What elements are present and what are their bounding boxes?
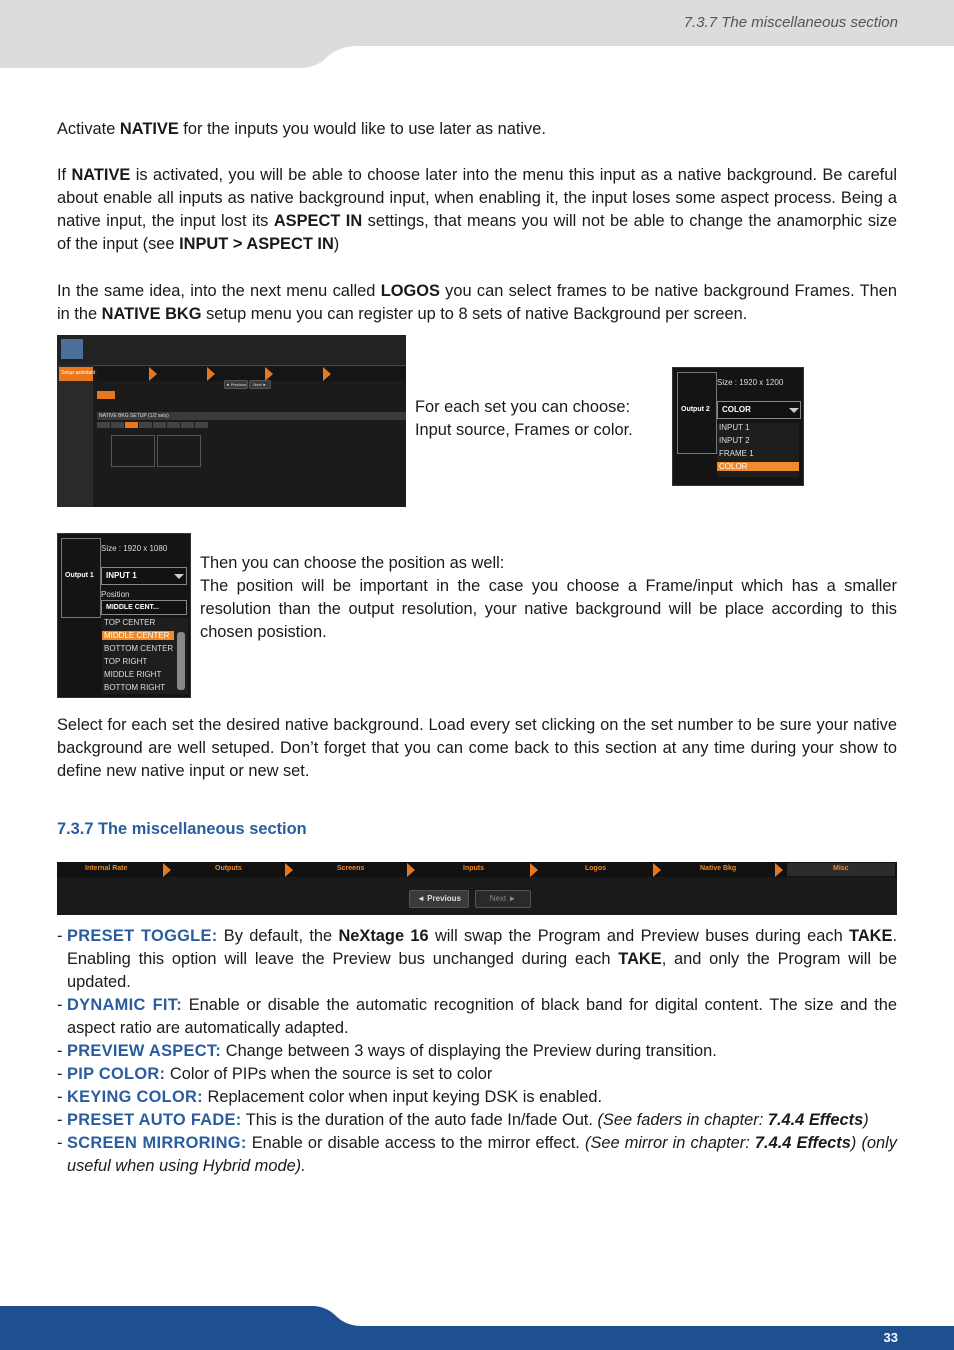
paragraph-logos: In the same idea, into the next menu called LOGOS you can select frames to be native background Frames. Then in the NATIVE BKG setup menu you can register up to 8 sets of native Background per screen. bbox=[57, 282, 897, 323]
chevron-right-icon bbox=[653, 863, 661, 877]
step-inputs[interactable]: Inputs bbox=[463, 865, 484, 872]
paragraph-native-info: If NATIVE is activated, you will be able to choose later into the menu this input as a native background. Be careful about enable all inputs as native background input, when enabling it, the input loses some aspect process. Being a native input, the input lost its ASPECT IN settings, that means you will not be able to change the anamorphic size of the input (see INPUT > ASPECT IN) bbox=[57, 166, 897, 253]
paragraph-position: Then you can choose the position as well: The position will be important in the case you choose a Frame/input which has a smaller resolution than the output resolution, your native background will be place according to this chosen posistion. bbox=[200, 554, 897, 641]
list-item: - PIP COLOR: Color of PIPs when the source is set to color bbox=[57, 1065, 493, 1083]
running-header: 7.3.7 The miscellaneous section bbox=[683, 14, 898, 31]
previous-button[interactable]: ◄ Previous bbox=[409, 890, 469, 908]
page-number: 33 bbox=[883, 1330, 898, 1345]
paragraph-activate-native: Activate NATIVE for the inputs you would like to use later as native. bbox=[57, 120, 546, 138]
option-middle-right[interactable]: MIDDLE RIGHT bbox=[104, 670, 162, 679]
option-input-2[interactable]: INPUT 2 bbox=[719, 436, 750, 445]
native-bkg-screenshot: Setup assistant ◄ Previous Next ► NATIVE BKG SETUP (1/2 sets) bbox=[57, 335, 406, 507]
paragraph-select-set: Select for each set the desired native background. Load every set clicking on the set number to be sure your native background are well setuped. Don’t forget that you can come back to this section at any time during your show to define new native input or new set. bbox=[57, 716, 897, 780]
chevron-right-icon bbox=[775, 863, 783, 877]
step-screens[interactable]: Screens bbox=[337, 865, 365, 872]
step-native-bkg[interactable]: Native Bkg bbox=[700, 865, 737, 872]
option-input-1[interactable]: INPUT 1 bbox=[719, 423, 750, 432]
footer-band bbox=[0, 1304, 954, 1350]
option-top-right[interactable]: TOP RIGHT bbox=[104, 657, 148, 666]
header-band bbox=[0, 0, 954, 68]
position-select[interactable]: MIDDLE CENT... bbox=[101, 600, 187, 615]
chevron-right-icon bbox=[530, 863, 538, 877]
list-item: - SCREEN MIRRORING: Enable or disable access to the mirror effect. (See mirror in chapter: 7.4.4 Effects) (only useful when using Hybrid mode). bbox=[57, 1134, 897, 1175]
option-top-center[interactable]: TOP CENTER bbox=[104, 618, 156, 627]
paragraph-each-set: For each set you can choose: Input source, Frames or color. bbox=[415, 398, 633, 439]
chevron-down-icon bbox=[789, 408, 799, 413]
chevron-down-icon bbox=[174, 574, 184, 579]
input-select[interactable]: INPUT 1 bbox=[101, 567, 187, 585]
setup-nav-bar-screenshot bbox=[57, 862, 897, 915]
option-middle-center[interactable]: MIDDLE CENTER bbox=[102, 631, 174, 640]
chevron-right-icon bbox=[407, 863, 415, 877]
color-dropdown-screenshot: Output 2 Size : 1920 x 1200 COLOR INPUT 1 INPUT 2 FRAME 1 COLOR bbox=[672, 367, 804, 486]
list-item: - PREVIEW ASPECT: Change between 3 ways of displaying the Preview during transition. bbox=[57, 1042, 717, 1060]
section-heading: 7.3.7 The miscellaneous section bbox=[57, 820, 307, 838]
next-button[interactable]: Next ► bbox=[475, 890, 531, 908]
misc-options-list bbox=[57, 925, 897, 1178]
scrollbar[interactable] bbox=[177, 632, 185, 690]
option-bottom-right[interactable]: BOTTOM RIGHT bbox=[104, 683, 166, 692]
list-item: - PRESET TOGGLE: By default, the NeXtage 16 will swap the Program and Preview buses during each TAKE. Enabling this option will leave the Preview bus unchanged during each TAKE, and only the Program will be updated. bbox=[57, 927, 898, 991]
step-misc[interactable]: Misc bbox=[833, 865, 849, 872]
chevron-right-icon bbox=[163, 863, 171, 877]
step-internal-rate[interactable]: Internal Rate bbox=[85, 865, 128, 872]
list-item: - PRESET AUTO FADE: This is the duration of the auto fade In/fade Out. (See faders in chapter: 7.4.4 Effects) bbox=[57, 1111, 869, 1129]
list-item: - DYNAMIC FIT: Enable or disable the automatic recognition of black band for digital content. The size and the aspect ratio are automatically adapted. bbox=[57, 996, 898, 1037]
color-select[interactable]: COLOR bbox=[717, 401, 801, 419]
list-item: - KEYING COLOR: Replacement color when input keying DSK is enabled. bbox=[57, 1088, 603, 1106]
option-frame-1[interactable]: FRAME 1 bbox=[719, 449, 754, 458]
option-bottom-center[interactable]: BOTTOM CENTER bbox=[104, 644, 174, 653]
chevron-right-icon bbox=[285, 863, 293, 877]
position-dropdown-screenshot: Output 1 Size : 1920 x 1080 INPUT 1 Position MIDDLE CENT... TOP CENTER MIDDLE CENTER BOTTOM CENTER TOP RIGHT MIDDLE RIGHT BOTTOM RIGHT bbox=[57, 533, 191, 698]
step-outputs[interactable]: Outputs bbox=[215, 865, 242, 872]
option-color[interactable]: COLOR bbox=[717, 462, 799, 471]
step-logos[interactable]: Logos bbox=[585, 865, 606, 872]
